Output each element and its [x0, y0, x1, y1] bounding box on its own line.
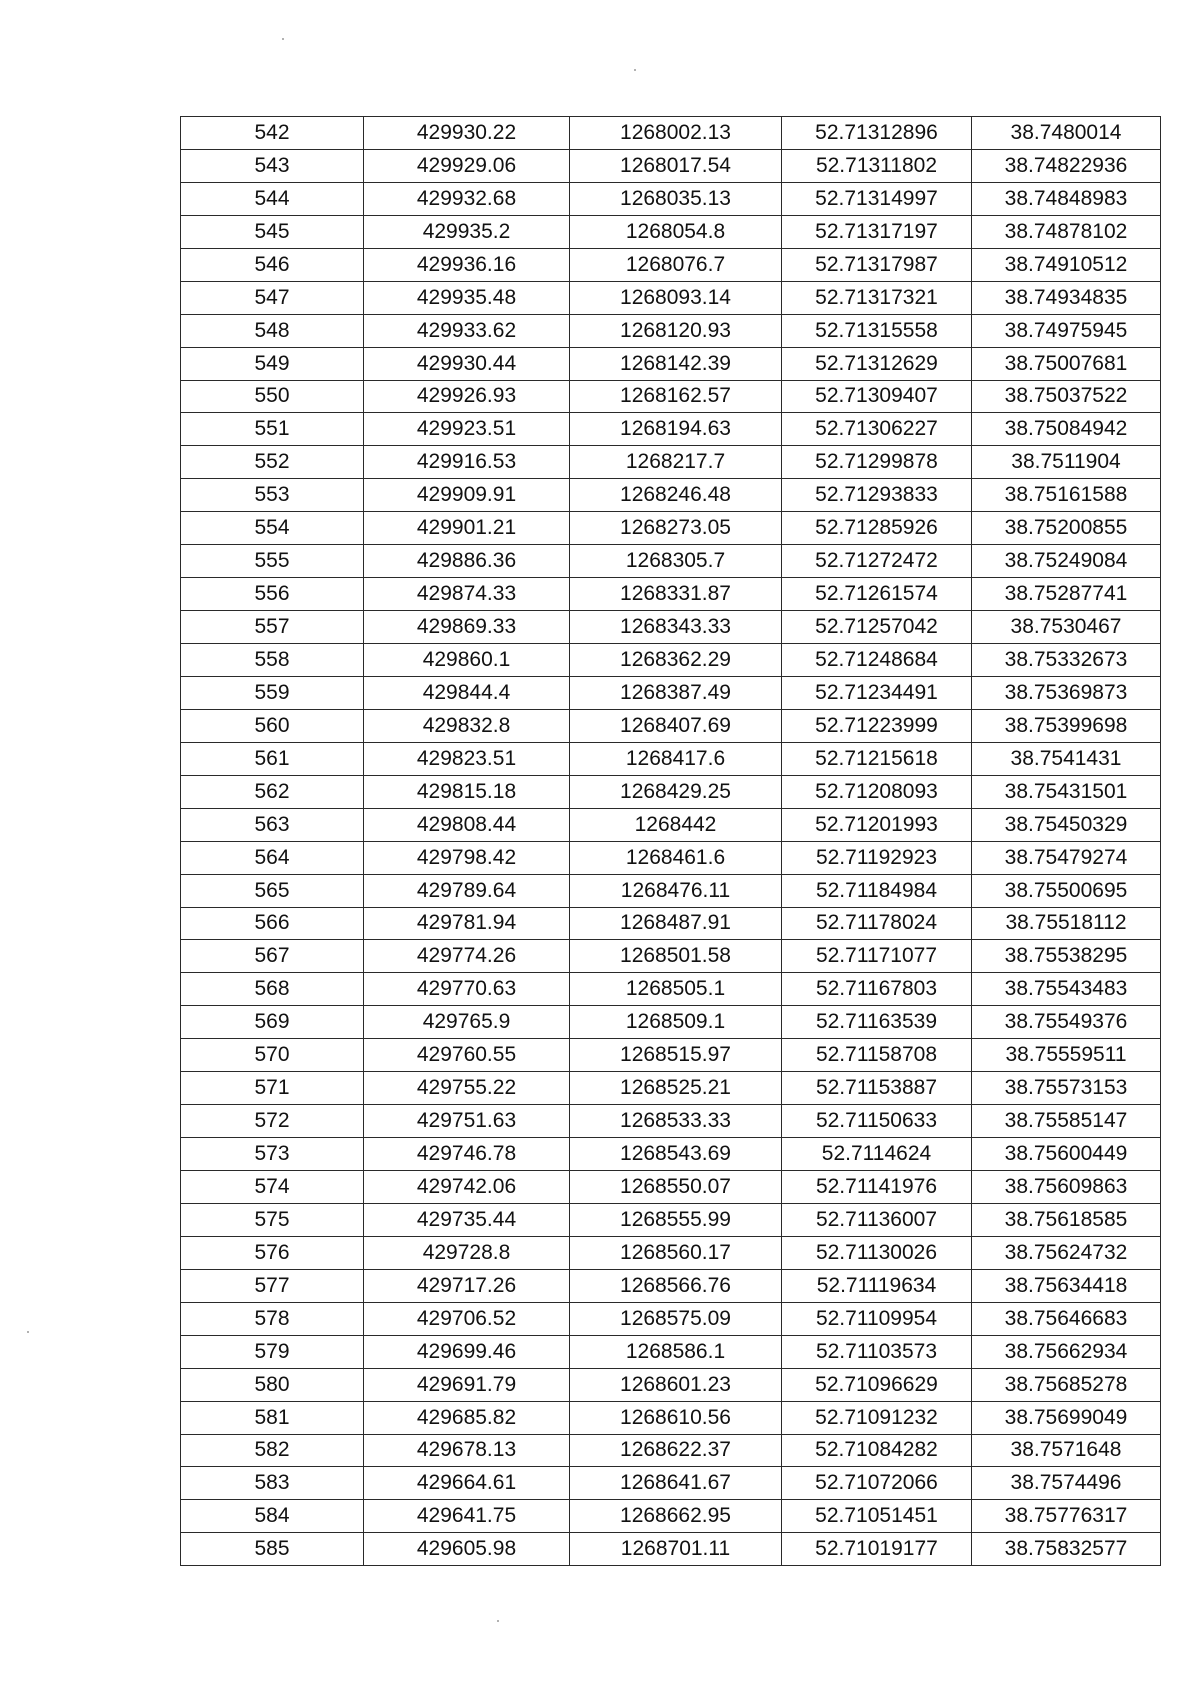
- y-coordinate-cell: 1268501.58: [570, 940, 782, 973]
- y-coordinate-cell: 1268246.48: [570, 479, 782, 512]
- table-row: [181, 1434, 1161, 1467]
- y-coordinate-cell: 1268194.63: [570, 413, 782, 446]
- y-coordinate-cell: 1268076.7: [570, 248, 782, 281]
- table-row: [181, 676, 1161, 709]
- coordinates-table: [180, 116, 1161, 1566]
- x-coordinate-cell: 429641.75: [364, 1500, 570, 1533]
- longitude-cell: 38.74848983: [972, 182, 1161, 215]
- y-coordinate-cell: 1268610.56: [570, 1401, 782, 1434]
- longitude-cell: 38.75500695: [972, 874, 1161, 907]
- x-coordinate-cell: 429909.91: [364, 479, 570, 512]
- table-row: [181, 1335, 1161, 1368]
- point-number-cell: 563: [181, 808, 364, 841]
- x-coordinate-cell: 429746.78: [364, 1138, 570, 1171]
- y-coordinate-cell: 1268343.33: [570, 611, 782, 644]
- latitude-cell: 52.71317987: [782, 248, 972, 281]
- y-coordinate-cell: 1268142.39: [570, 347, 782, 380]
- y-coordinate-cell: 1268586.1: [570, 1335, 782, 1368]
- x-coordinate-cell: 429901.21: [364, 512, 570, 545]
- table-row: [181, 578, 1161, 611]
- longitude-cell: 38.75161588: [972, 479, 1161, 512]
- x-coordinate-cell: 429869.33: [364, 611, 570, 644]
- latitude-cell: 52.71167803: [782, 973, 972, 1006]
- y-coordinate-cell: 1268461.6: [570, 841, 782, 874]
- table-row: [181, 611, 1161, 644]
- latitude-cell: 52.71306227: [782, 413, 972, 446]
- point-number-cell: 585: [181, 1533, 364, 1566]
- table-row: [181, 940, 1161, 973]
- longitude-cell: 38.75832577: [972, 1533, 1161, 1566]
- latitude-cell: 52.71309407: [782, 380, 972, 413]
- point-number-cell: 546: [181, 248, 364, 281]
- latitude-cell: 52.71293833: [782, 479, 972, 512]
- longitude-cell: 38.75538295: [972, 940, 1161, 973]
- latitude-cell: 52.71192923: [782, 841, 972, 874]
- longitude-cell: 38.75200855: [972, 512, 1161, 545]
- point-number-cell: 561: [181, 742, 364, 775]
- point-number-cell: 543: [181, 149, 364, 182]
- table-row: [181, 874, 1161, 907]
- y-coordinate-cell: 1268429.25: [570, 775, 782, 808]
- latitude-cell: 52.71084282: [782, 1434, 972, 1467]
- point-number-cell: 544: [181, 182, 364, 215]
- point-number-cell: 549: [181, 347, 364, 380]
- longitude-cell: 38.75634418: [972, 1269, 1161, 1302]
- point-number-cell: 572: [181, 1105, 364, 1138]
- longitude-cell: 38.75543483: [972, 973, 1161, 1006]
- table-row: [181, 841, 1161, 874]
- x-coordinate-cell: 429808.44: [364, 808, 570, 841]
- longitude-cell: 38.75662934: [972, 1335, 1161, 1368]
- longitude-cell: 38.7541431: [972, 742, 1161, 775]
- y-coordinate-cell: 1268509.1: [570, 1006, 782, 1039]
- latitude-cell: 52.71201993: [782, 808, 972, 841]
- longitude-cell: 38.75007681: [972, 347, 1161, 380]
- longitude-cell: 38.75600449: [972, 1138, 1161, 1171]
- x-coordinate-cell: 429798.42: [364, 841, 570, 874]
- table-row: [181, 1203, 1161, 1236]
- y-coordinate-cell: 1268305.7: [570, 545, 782, 578]
- x-coordinate-cell: 429932.68: [364, 182, 570, 215]
- longitude-cell: 38.75399698: [972, 709, 1161, 742]
- longitude-cell: 38.75559511: [972, 1039, 1161, 1072]
- latitude-cell: 52.71153887: [782, 1072, 972, 1105]
- longitude-cell: 38.7571648: [972, 1434, 1161, 1467]
- latitude-cell: 52.71208093: [782, 775, 972, 808]
- y-coordinate-cell: 1268701.11: [570, 1533, 782, 1566]
- table-row: [181, 1500, 1161, 1533]
- y-coordinate-cell: 1268566.76: [570, 1269, 782, 1302]
- latitude-cell: 52.71248684: [782, 644, 972, 677]
- y-coordinate-cell: 1268555.99: [570, 1203, 782, 1236]
- latitude-cell: 52.71285926: [782, 512, 972, 545]
- x-coordinate-cell: 429916.53: [364, 446, 570, 479]
- point-number-cell: 565: [181, 874, 364, 907]
- y-coordinate-cell: 1268487.91: [570, 907, 782, 940]
- x-coordinate-cell: 429760.55: [364, 1039, 570, 1072]
- point-number-cell: 557: [181, 611, 364, 644]
- longitude-cell: 38.75549376: [972, 1006, 1161, 1039]
- x-coordinate-cell: 429691.79: [364, 1368, 570, 1401]
- x-coordinate-cell: 429815.18: [364, 775, 570, 808]
- table-row: [181, 281, 1161, 314]
- table-row: [181, 117, 1161, 150]
- y-coordinate-cell: 1268093.14: [570, 281, 782, 314]
- table-row: [181, 182, 1161, 215]
- x-coordinate-cell: 429706.52: [364, 1302, 570, 1335]
- x-coordinate-cell: 429781.94: [364, 907, 570, 940]
- x-coordinate-cell: 429929.06: [364, 149, 570, 182]
- longitude-cell: 38.75646683: [972, 1302, 1161, 1335]
- table-row: [181, 907, 1161, 940]
- table-row: [181, 149, 1161, 182]
- table-row: [181, 380, 1161, 413]
- latitude-cell: 52.71136007: [782, 1203, 972, 1236]
- table-row: [181, 709, 1161, 742]
- y-coordinate-cell: 1268273.05: [570, 512, 782, 545]
- point-number-cell: 577: [181, 1269, 364, 1302]
- latitude-cell: 52.71315558: [782, 314, 972, 347]
- x-coordinate-cell: 429774.26: [364, 940, 570, 973]
- y-coordinate-cell: 1268120.93: [570, 314, 782, 347]
- x-coordinate-cell: 429765.9: [364, 1006, 570, 1039]
- longitude-cell: 38.75585147: [972, 1105, 1161, 1138]
- latitude-cell: 52.71215618: [782, 742, 972, 775]
- table-row: [181, 545, 1161, 578]
- point-number-cell: 571: [181, 1072, 364, 1105]
- x-coordinate-cell: 429755.22: [364, 1072, 570, 1105]
- x-coordinate-cell: 429886.36: [364, 545, 570, 578]
- longitude-cell: 38.75249084: [972, 545, 1161, 578]
- table-row: [181, 1302, 1161, 1335]
- x-coordinate-cell: 429923.51: [364, 413, 570, 446]
- table-row: [181, 1401, 1161, 1434]
- longitude-cell: 38.75037522: [972, 380, 1161, 413]
- longitude-cell: 38.75699049: [972, 1401, 1161, 1434]
- point-number-cell: 575: [181, 1203, 364, 1236]
- latitude-cell: 52.71096629: [782, 1368, 972, 1401]
- y-coordinate-cell: 1268002.13: [570, 117, 782, 150]
- y-coordinate-cell: 1268641.67: [570, 1467, 782, 1500]
- latitude-cell: 52.71103573: [782, 1335, 972, 1368]
- point-number-cell: 564: [181, 841, 364, 874]
- latitude-cell: 52.71223999: [782, 709, 972, 742]
- longitude-cell: 38.7511904: [972, 446, 1161, 479]
- table-row: [181, 1467, 1161, 1500]
- latitude-cell: 52.71091232: [782, 1401, 972, 1434]
- table-row: [181, 1533, 1161, 1566]
- point-number-cell: 570: [181, 1039, 364, 1072]
- longitude-cell: 38.75084942: [972, 413, 1161, 446]
- x-coordinate-cell: 429751.63: [364, 1105, 570, 1138]
- x-coordinate-cell: 429789.64: [364, 874, 570, 907]
- latitude-cell: 52.71311802: [782, 149, 972, 182]
- point-number-cell: 550: [181, 380, 364, 413]
- point-number-cell: 576: [181, 1236, 364, 1269]
- point-number-cell: 553: [181, 479, 364, 512]
- x-coordinate-cell: 429770.63: [364, 973, 570, 1006]
- longitude-cell: 38.75624732: [972, 1236, 1161, 1269]
- x-coordinate-cell: 429728.8: [364, 1236, 570, 1269]
- latitude-cell: 52.7114624: [782, 1138, 972, 1171]
- x-coordinate-cell: 429735.44: [364, 1203, 570, 1236]
- longitude-cell: 38.75618585: [972, 1203, 1161, 1236]
- table-row: [181, 742, 1161, 775]
- longitude-cell: 38.75369873: [972, 676, 1161, 709]
- point-number-cell: 568: [181, 973, 364, 1006]
- x-coordinate-cell: 429742.06: [364, 1171, 570, 1204]
- point-number-cell: 579: [181, 1335, 364, 1368]
- table-row: [181, 808, 1161, 841]
- point-number-cell: 551: [181, 413, 364, 446]
- y-coordinate-cell: 1268662.95: [570, 1500, 782, 1533]
- latitude-cell: 52.71317197: [782, 215, 972, 248]
- longitude-cell: 38.74975945: [972, 314, 1161, 347]
- table-row: [181, 1072, 1161, 1105]
- point-number-cell: 545: [181, 215, 364, 248]
- x-coordinate-cell: 429678.13: [364, 1434, 570, 1467]
- x-coordinate-cell: 429933.62: [364, 314, 570, 347]
- y-coordinate-cell: 1268622.37: [570, 1434, 782, 1467]
- point-number-cell: 548: [181, 314, 364, 347]
- point-number-cell: 582: [181, 1434, 364, 1467]
- y-coordinate-cell: 1268017.54: [570, 149, 782, 182]
- y-coordinate-cell: 1268387.49: [570, 676, 782, 709]
- longitude-cell: 38.75479274: [972, 841, 1161, 874]
- y-coordinate-cell: 1268543.69: [570, 1138, 782, 1171]
- longitude-cell: 38.75287741: [972, 578, 1161, 611]
- point-number-cell: 569: [181, 1006, 364, 1039]
- latitude-cell: 52.71130026: [782, 1236, 972, 1269]
- y-coordinate-cell: 1268505.1: [570, 973, 782, 1006]
- table-row: [181, 1105, 1161, 1138]
- table-row: [181, 512, 1161, 545]
- longitude-cell: 38.74934835: [972, 281, 1161, 314]
- point-number-cell: 567: [181, 940, 364, 973]
- point-number-cell: 552: [181, 446, 364, 479]
- latitude-cell: 52.71051451: [782, 1500, 972, 1533]
- latitude-cell: 52.71163539: [782, 1006, 972, 1039]
- table-row: [181, 248, 1161, 281]
- table-row: [181, 479, 1161, 512]
- table-row: [181, 1039, 1161, 1072]
- latitude-cell: 52.71312629: [782, 347, 972, 380]
- x-coordinate-cell: 429832.8: [364, 709, 570, 742]
- point-number-cell: 573: [181, 1138, 364, 1171]
- latitude-cell: 52.71314997: [782, 182, 972, 215]
- y-coordinate-cell: 1268533.33: [570, 1105, 782, 1138]
- latitude-cell: 52.71299878: [782, 446, 972, 479]
- y-coordinate-cell: 1268515.97: [570, 1039, 782, 1072]
- point-number-cell: 560: [181, 709, 364, 742]
- table-row: [181, 1269, 1161, 1302]
- table-row: [181, 775, 1161, 808]
- x-coordinate-cell: 429930.44: [364, 347, 570, 380]
- latitude-cell: 52.71261574: [782, 578, 972, 611]
- scan-speck: [27, 1331, 29, 1333]
- latitude-cell: 52.71272472: [782, 545, 972, 578]
- latitude-cell: 52.71072066: [782, 1467, 972, 1500]
- x-coordinate-cell: 429605.98: [364, 1533, 570, 1566]
- latitude-cell: 52.71158708: [782, 1039, 972, 1072]
- longitude-cell: 38.75431501: [972, 775, 1161, 808]
- x-coordinate-cell: 429860.1: [364, 644, 570, 677]
- x-coordinate-cell: 429930.22: [364, 117, 570, 150]
- latitude-cell: 52.71184984: [782, 874, 972, 907]
- table-row: [181, 1236, 1161, 1269]
- y-coordinate-cell: 1268417.6: [570, 742, 782, 775]
- latitude-cell: 52.71257042: [782, 611, 972, 644]
- longitude-cell: 38.74910512: [972, 248, 1161, 281]
- scan-speck: [282, 38, 284, 40]
- table-row: [181, 215, 1161, 248]
- point-number-cell: 581: [181, 1401, 364, 1434]
- x-coordinate-cell: 429844.4: [364, 676, 570, 709]
- latitude-cell: 52.71317321: [782, 281, 972, 314]
- table-row: [181, 347, 1161, 380]
- longitude-cell: 38.75573153: [972, 1072, 1161, 1105]
- latitude-cell: 52.71178024: [782, 907, 972, 940]
- y-coordinate-cell: 1268476.11: [570, 874, 782, 907]
- longitude-cell: 38.75685278: [972, 1368, 1161, 1401]
- latitude-cell: 52.71119634: [782, 1269, 972, 1302]
- longitude-cell: 38.75776317: [972, 1500, 1161, 1533]
- point-number-cell: 562: [181, 775, 364, 808]
- y-coordinate-cell: 1268331.87: [570, 578, 782, 611]
- point-number-cell: 554: [181, 512, 364, 545]
- y-coordinate-cell: 1268407.69: [570, 709, 782, 742]
- latitude-cell: 52.71234491: [782, 676, 972, 709]
- point-number-cell: 583: [181, 1467, 364, 1500]
- y-coordinate-cell: 1268442: [570, 808, 782, 841]
- y-coordinate-cell: 1268054.8: [570, 215, 782, 248]
- scan-speck: [497, 1620, 499, 1622]
- scan-speck: [634, 69, 636, 71]
- table-row: [181, 1138, 1161, 1171]
- x-coordinate-cell: 429935.48: [364, 281, 570, 314]
- table-row: [181, 446, 1161, 479]
- x-coordinate-cell: 429935.2: [364, 215, 570, 248]
- latitude-cell: 52.71109954: [782, 1302, 972, 1335]
- table-row: [181, 413, 1161, 446]
- point-number-cell: 584: [181, 1500, 364, 1533]
- table-row: [181, 1006, 1161, 1039]
- longitude-cell: 38.74878102: [972, 215, 1161, 248]
- longitude-cell: 38.75450329: [972, 808, 1161, 841]
- x-coordinate-cell: 429664.61: [364, 1467, 570, 1500]
- latitude-cell: 52.71150633: [782, 1105, 972, 1138]
- coordinates-table-body: [181, 117, 1161, 1566]
- x-coordinate-cell: 429823.51: [364, 742, 570, 775]
- longitude-cell: 38.75332673: [972, 644, 1161, 677]
- point-number-cell: 547: [181, 281, 364, 314]
- latitude-cell: 52.71171077: [782, 940, 972, 973]
- table-row: [181, 1368, 1161, 1401]
- point-number-cell: 578: [181, 1302, 364, 1335]
- longitude-cell: 38.7574496: [972, 1467, 1161, 1500]
- y-coordinate-cell: 1268162.57: [570, 380, 782, 413]
- latitude-cell: 52.71141976: [782, 1171, 972, 1204]
- y-coordinate-cell: 1268362.29: [570, 644, 782, 677]
- longitude-cell: 38.7530467: [972, 611, 1161, 644]
- longitude-cell: 38.7480014: [972, 117, 1161, 150]
- y-coordinate-cell: 1268601.23: [570, 1368, 782, 1401]
- y-coordinate-cell: 1268550.07: [570, 1171, 782, 1204]
- table-row: [181, 1171, 1161, 1204]
- point-number-cell: 555: [181, 545, 364, 578]
- longitude-cell: 38.75518112: [972, 907, 1161, 940]
- point-number-cell: 574: [181, 1171, 364, 1204]
- x-coordinate-cell: 429699.46: [364, 1335, 570, 1368]
- x-coordinate-cell: 429717.26: [364, 1269, 570, 1302]
- y-coordinate-cell: 1268035.13: [570, 182, 782, 215]
- point-number-cell: 542: [181, 117, 364, 150]
- y-coordinate-cell: 1268575.09: [570, 1302, 782, 1335]
- latitude-cell: 52.71019177: [782, 1533, 972, 1566]
- x-coordinate-cell: 429685.82: [364, 1401, 570, 1434]
- point-number-cell: 556: [181, 578, 364, 611]
- point-number-cell: 566: [181, 907, 364, 940]
- y-coordinate-cell: 1268560.17: [570, 1236, 782, 1269]
- y-coordinate-cell: 1268525.21: [570, 1072, 782, 1105]
- point-number-cell: 580: [181, 1368, 364, 1401]
- x-coordinate-cell: 429874.33: [364, 578, 570, 611]
- longitude-cell: 38.75609863: [972, 1171, 1161, 1204]
- table-row: [181, 973, 1161, 1006]
- table-row: [181, 314, 1161, 347]
- table-row: [181, 644, 1161, 677]
- y-coordinate-cell: 1268217.7: [570, 446, 782, 479]
- point-number-cell: 559: [181, 676, 364, 709]
- point-number-cell: 558: [181, 644, 364, 677]
- longitude-cell: 38.74822936: [972, 149, 1161, 182]
- x-coordinate-cell: 429936.16: [364, 248, 570, 281]
- latitude-cell: 52.71312896: [782, 117, 972, 150]
- x-coordinate-cell: 429926.93: [364, 380, 570, 413]
